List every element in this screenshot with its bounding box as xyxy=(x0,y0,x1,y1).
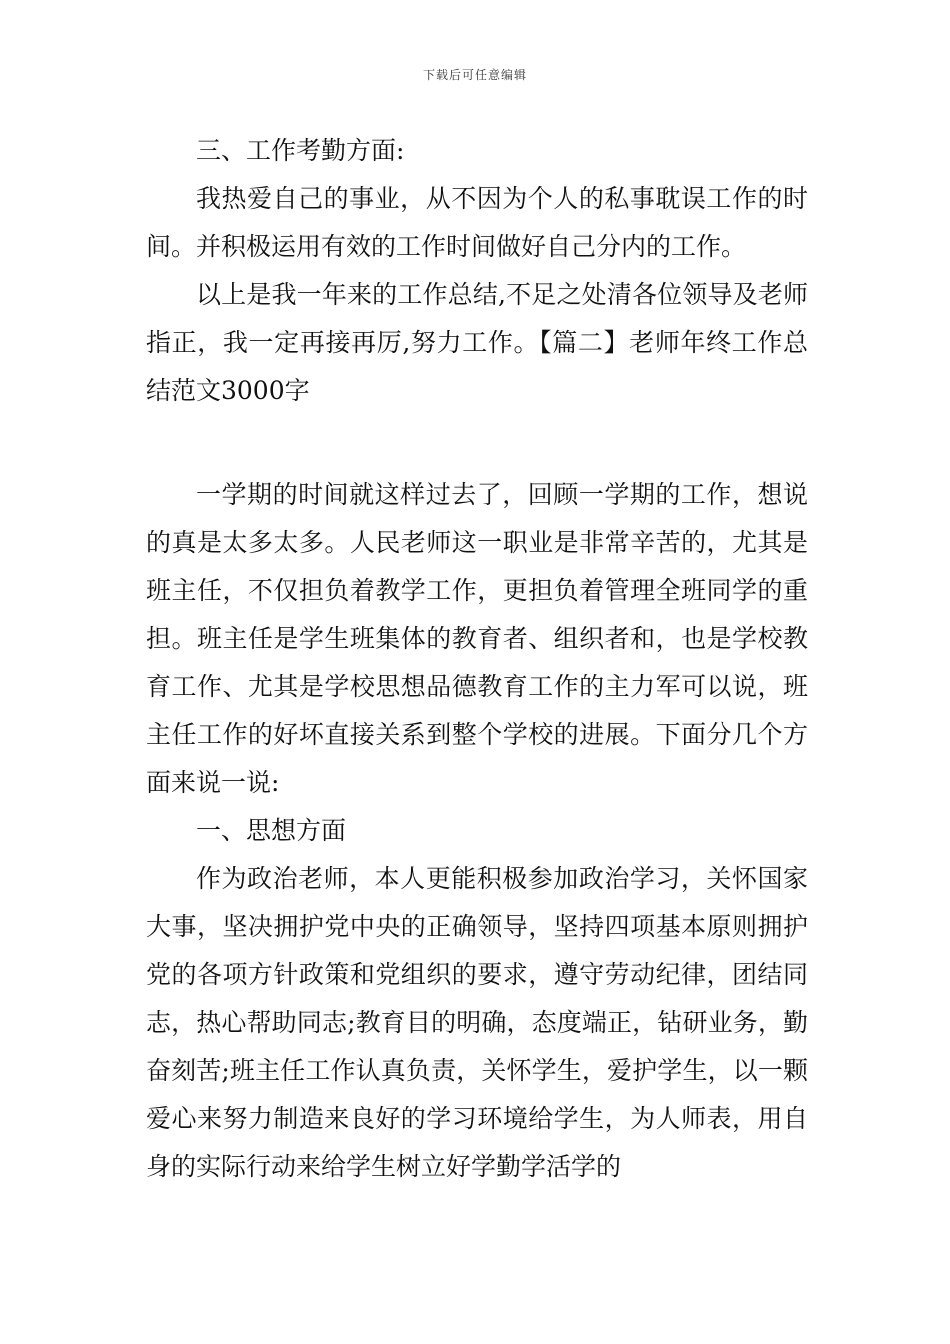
paragraph-attendance-body: 我热爱自己的事业，从不因为个人的私事耽误工作的时间。并积极运用有效的工作时间做好自己分内的工作。 xyxy=(146,184,808,261)
paragraph-summary-closing: 以上是我一年来的工作总结,不足之处清各位领导及老师指正，我一定再接再厉,努力工作。【篇二】老师年终工作总结范文3000字 xyxy=(146,280,808,405)
paragraph-thought-body: 作为政治老师，本人更能积极参加政治学习，关怀国家大事，坚决拥护党中央的正确领导，坚持四项基本原则拥护党的各项方针政策和党组织的要求，遵守劳动纪律，团结同志，热心帮助同志;教育目的明确，态度端正，钻研业务，勤奋刻苦;班主任工作认真负责，关怀学生，爱护学生，以一颗爱心来努力制造来良好的学习环境给学生，为人师表，用自身的实际行动来给学生树立好学勤学活学的 xyxy=(146,864,808,1181)
paragraph-attendance-heading: 三、工作考勤方面: xyxy=(196,136,405,165)
page-header-note: 下载后可任意编辑 xyxy=(422,68,527,82)
paragraph-thought-heading: 一、思想方面 xyxy=(196,816,347,845)
paragraph-semester-intro: 一学期的时间就这样过去了，回顾一学期的工作，想说的真是太多太多。人民老师这一职业是非常辛苦的，尤其是班主任，不仅担负着教学工作，更担负着管理全班同学的重担。班主任是学生班集体的教育者、组织者和，也是学校教育工作、尤其是学校思想品德教育工作的主力军可以说，班主任工作的好坏直接关系到整个学校的进展。下面分几个方面来说一说: xyxy=(146,480,808,797)
document-body xyxy=(146,127,808,1191)
